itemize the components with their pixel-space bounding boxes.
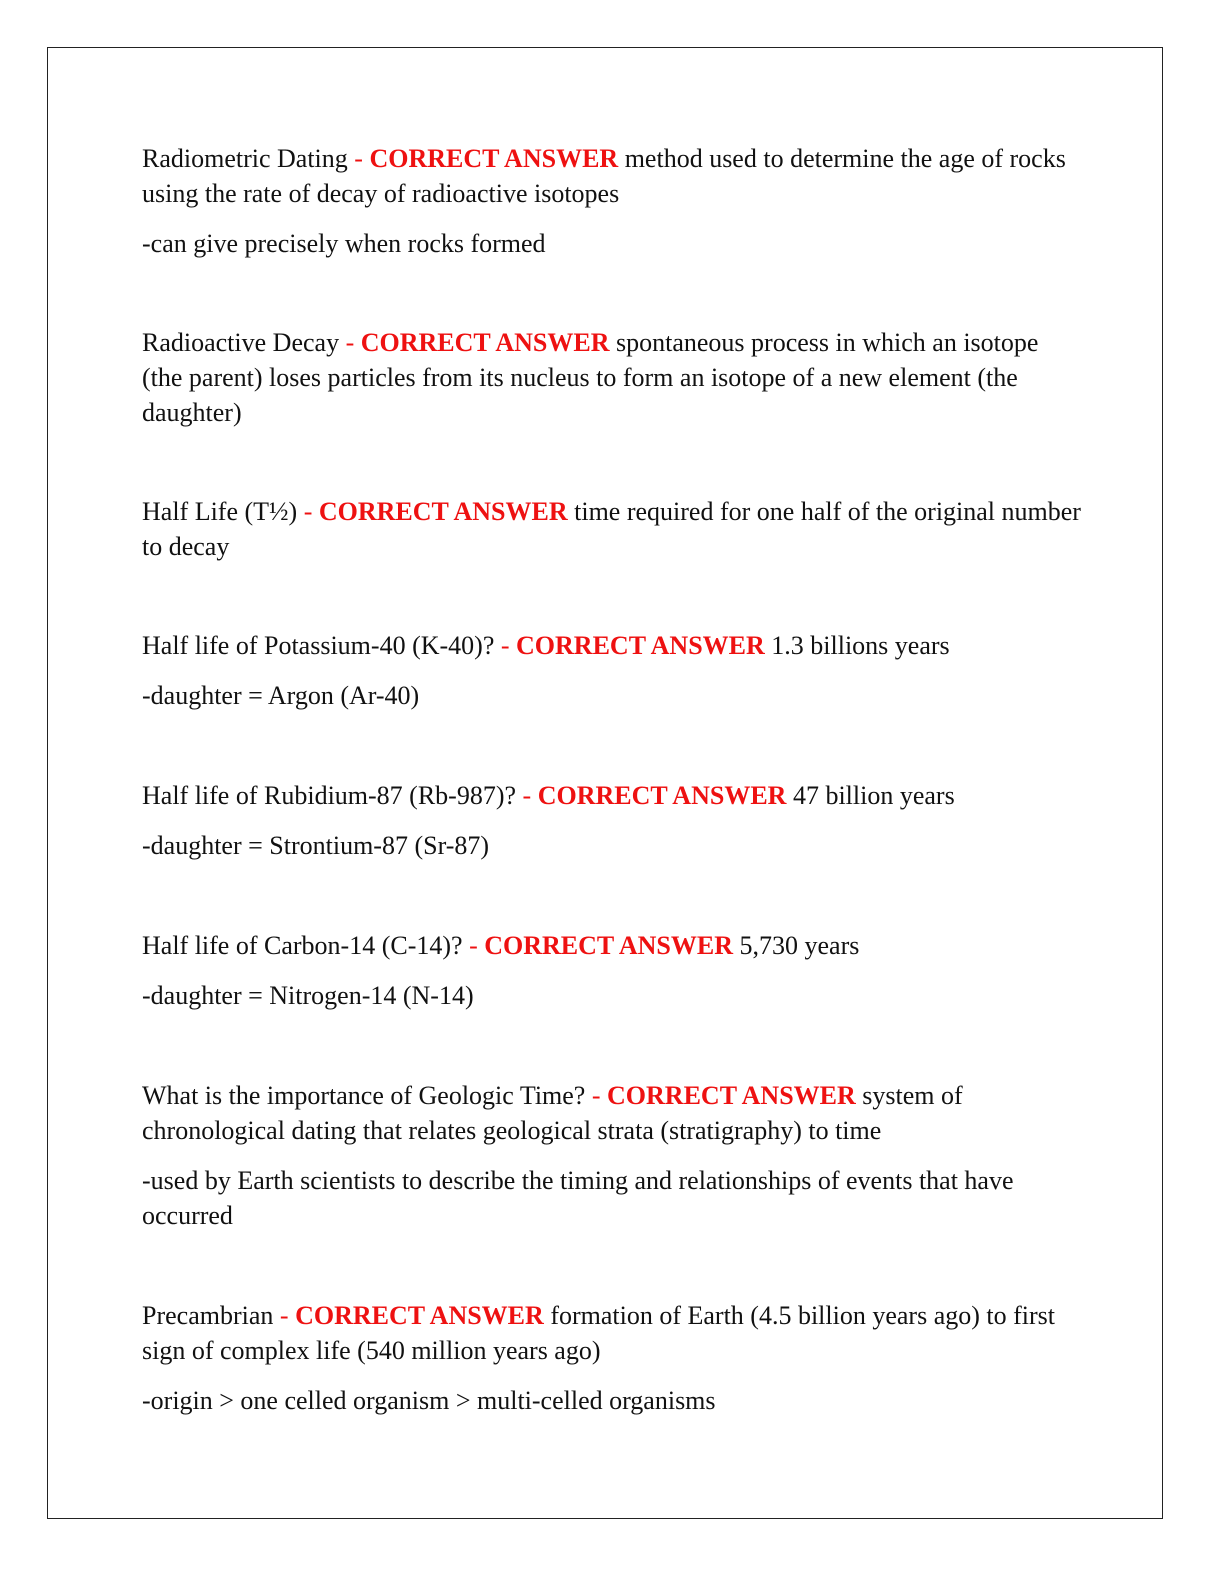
correct-answer-tag: CORRECT ANSWER <box>318 497 568 526</box>
correct-answer-tag: CORRECT ANSWER <box>295 1301 544 1330</box>
term: Half life of Rubidium-87 (Rb-987)? <box>142 781 517 810</box>
answer-text: 5,730 years <box>739 931 860 960</box>
answer-separator: - <box>273 1301 296 1330</box>
answer-separator: - <box>462 931 485 960</box>
qa-item-half-life <box>142 494 1082 564</box>
qa-item-rubidium-87 <box>142 778 1082 863</box>
term: Precambrian <box>142 1301 274 1330</box>
term: Radioactive Decay <box>142 328 340 357</box>
term: Half life of Carbon-14 (C-14)? <box>142 931 463 960</box>
answer-separator: - <box>347 144 370 173</box>
answer-separator: - <box>339 328 361 357</box>
term: What is the importance of Geologic Time? <box>142 1081 586 1110</box>
note: -daughter = Nitrogen-14 (N-14) <box>142 981 474 1010</box>
qa-item-geologic-time <box>142 1078 1082 1233</box>
answer-separator: - <box>516 781 538 810</box>
answer-text: time required for one half of the original number to decay <box>142 497 1081 561</box>
answer-text: system of chronological dating that relates geological strata (stratigraphy) to time <box>142 1081 963 1145</box>
correct-answer-tag: CORRECT ANSWER <box>607 1081 856 1110</box>
qa-item-carbon-14 <box>142 928 1082 1013</box>
note: -daughter = Strontium-87 (Sr-87) <box>142 831 490 860</box>
qa-item-precambrian <box>142 1298 1082 1418</box>
answer-text: spontaneous process in which an isotope (the parent) loses particles from its nucleus to form an isotope of a new element (the daughter) <box>142 328 1039 427</box>
answer-text: formation of Earth (4.5 billion years ago) to first sign of complex life (540 million years ago) <box>142 1301 1056 1365</box>
qa-item-radioactive-decay <box>142 325 1082 430</box>
correct-answer-tag: CORRECT ANSWER <box>369 144 619 173</box>
qa-item-potassium-40 <box>142 628 1082 713</box>
note: -daughter = Argon (Ar-40) <box>142 681 420 710</box>
term: Half life of Potassium-40 (K-40)? <box>142 631 495 660</box>
answer-text: method used to determine the age of rocks using the rate of decay of radioactive isotopes <box>142 144 1066 208</box>
correct-answer-tag: CORRECT ANSWER <box>537 781 787 810</box>
note: -used by Earth scientists to describe the timing and relationships of events that have occurred <box>142 1166 1014 1230</box>
qa-item-radiometric-dating <box>142 141 1082 261</box>
note: -origin > one celled organism > multi-celled organisms <box>142 1386 716 1415</box>
note: -can give precisely when rocks formed <box>142 229 546 258</box>
answer-text: 1.3 billions years <box>771 631 950 660</box>
answer-separator: - <box>585 1081 608 1110</box>
study-guide-content <box>142 141 1082 1482</box>
correct-answer-tag: CORRECT ANSWER <box>484 931 733 960</box>
correct-answer-tag: CORRECT ANSWER <box>516 631 765 660</box>
answer-separator: - <box>494 631 517 660</box>
term: Half Life (T½) <box>142 497 298 526</box>
term: Radiometric Dating <box>142 144 348 173</box>
answer-separator: - <box>297 497 319 526</box>
correct-answer-tag: CORRECT ANSWER <box>360 328 610 357</box>
answer-text: 47 billion years <box>792 781 955 810</box>
